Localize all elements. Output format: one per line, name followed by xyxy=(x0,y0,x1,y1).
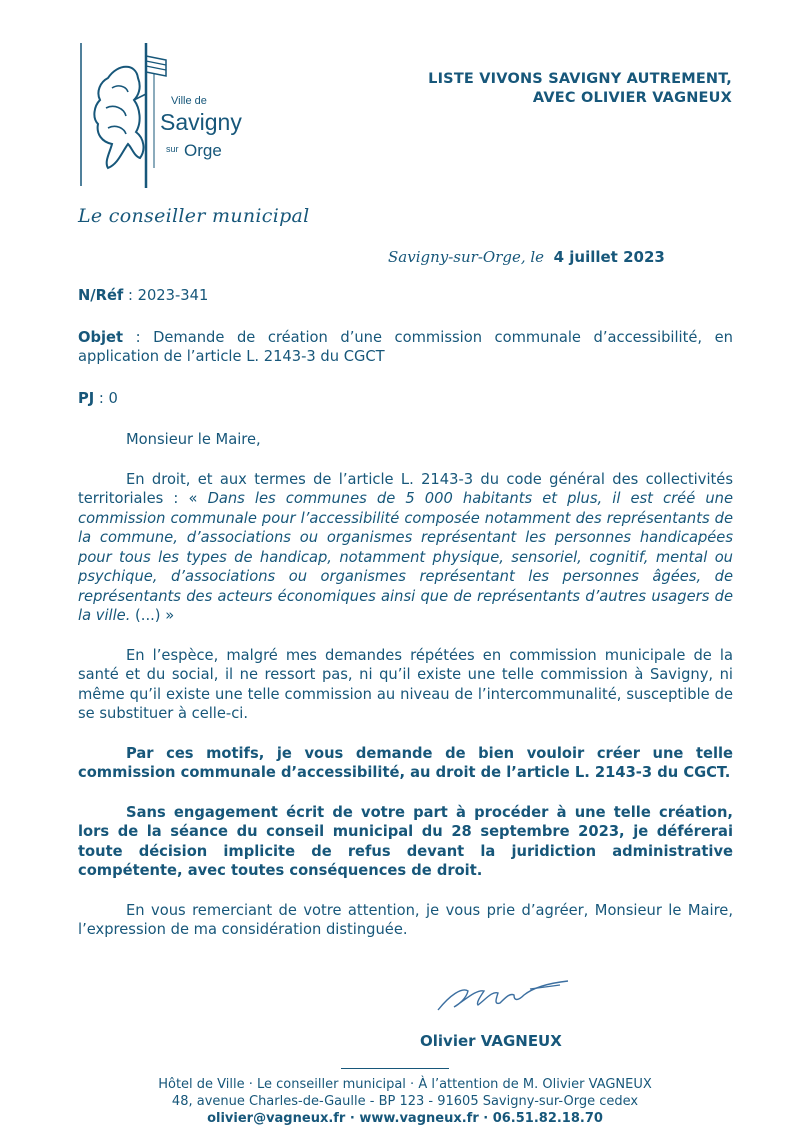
svg-text:Orge: Orge xyxy=(184,141,222,160)
svg-text:Ville de: Ville de xyxy=(171,95,207,107)
salutation: Monsieur le Maire, xyxy=(126,431,261,448)
svg-text:sur: sur xyxy=(166,144,179,154)
request-text: Par ces motifs, je vous demande de bien vouloir créer une telle commission communale d’accessibilité, au droit de l’article L. 2143-3 du CGCT. xyxy=(78,744,733,781)
footer-line2: 48, avenue Charles-de-Gaulle - BP 123 - 91605 Savigny-sur-Orge cedex xyxy=(171,1094,639,1109)
dateline xyxy=(388,248,665,266)
dateline-date: 4 juillet 2023 xyxy=(553,248,665,266)
svg-text:Savigny: Savigny xyxy=(160,109,242,135)
signer-name: Olivier VAGNEUX xyxy=(420,1032,562,1050)
city-logo xyxy=(78,38,248,188)
lion-crest-icon xyxy=(78,38,248,188)
list-header xyxy=(428,70,732,108)
paragraph-request xyxy=(78,744,733,783)
footer xyxy=(80,1076,730,1127)
paragraph-closing: En vous remerciant de votre attention, je vous prie d’agréer, Monsieur le Maire, l’expression de ma considération distinguée. xyxy=(78,901,733,938)
author-title: Le conseiller municipal xyxy=(78,205,310,227)
list-header-line1: LISTE VIVONS SAVIGNY AUTREMENT, xyxy=(428,71,732,87)
reference-label: N/Réf xyxy=(78,287,124,304)
attachment-line xyxy=(78,389,733,409)
paragraph-warning xyxy=(78,803,733,881)
letter-body xyxy=(78,286,733,940)
reference-line xyxy=(78,286,733,306)
warning-text: Sans engagement écrit de votre part à procéder à une telle création, lors de la séance du conseil municipal du 28 septembre 2023, je déférerai toute décision implicite de refus devant la juridiction administrative compétente, avec toutes conséquences de droit. xyxy=(78,803,733,879)
law-quote: Dans les communes de 5 000 habitants et plus, il est créé une commission communale pour l’accessibilité composée notamment des représentants de la commune, d’associations ou organismes représentant les personnes handicapées pour tous les types de handicap, notamment physique, sensoriel, cognitif, mental ou psychique, d’associations ou organismes représentant les personnes âgées, de représentants des acteurs économiques ainsi que de représentants d’autres usagers de la ville. xyxy=(78,490,733,624)
reference-value: : 2023-341 xyxy=(123,287,209,304)
footer-line1: Hôtel de Ville · Le conseiller municipal · À l’attention de M. Olivier VAGNEUX xyxy=(158,1077,652,1092)
subject-label: Objet xyxy=(78,328,124,346)
dateline-place: Savigny-sur-Orge, le xyxy=(388,248,545,266)
paragraph-law xyxy=(78,470,733,626)
list-header-line2: AVEC OLIVIER VAGNEUX xyxy=(532,90,732,106)
law-intro: En droit, et aux termes de l’article L. 2143-3 du code général des collectivités territoriales : « xyxy=(78,470,733,507)
footer-divider xyxy=(341,1068,449,1069)
footer-contact: olivier@vagneux.fr · www.vagneux.fr · 06.51.82.18.70 xyxy=(207,1111,603,1126)
paragraph-facts: En l’espèce, malgré mes demandes répétées en commission municipale de la santé et du social, il ne ressort pas, ni qu’il existe une telle commission à Savigny, ni même qu’il existe une telle commission au niveau de l’intercommunalité, susceptible de se substituer à celle-ci. xyxy=(78,646,733,722)
handwritten-signature xyxy=(410,965,580,1025)
subject-line xyxy=(78,328,733,367)
attachment-label: PJ xyxy=(78,389,95,407)
attachment-value: : 0 xyxy=(94,389,118,407)
law-quote-end: (...) » xyxy=(130,607,175,624)
subject-value: : Demande de création d’une commission communale d’accessibilité, en application de l’article L. 2143-3 du CGCT xyxy=(78,328,733,365)
